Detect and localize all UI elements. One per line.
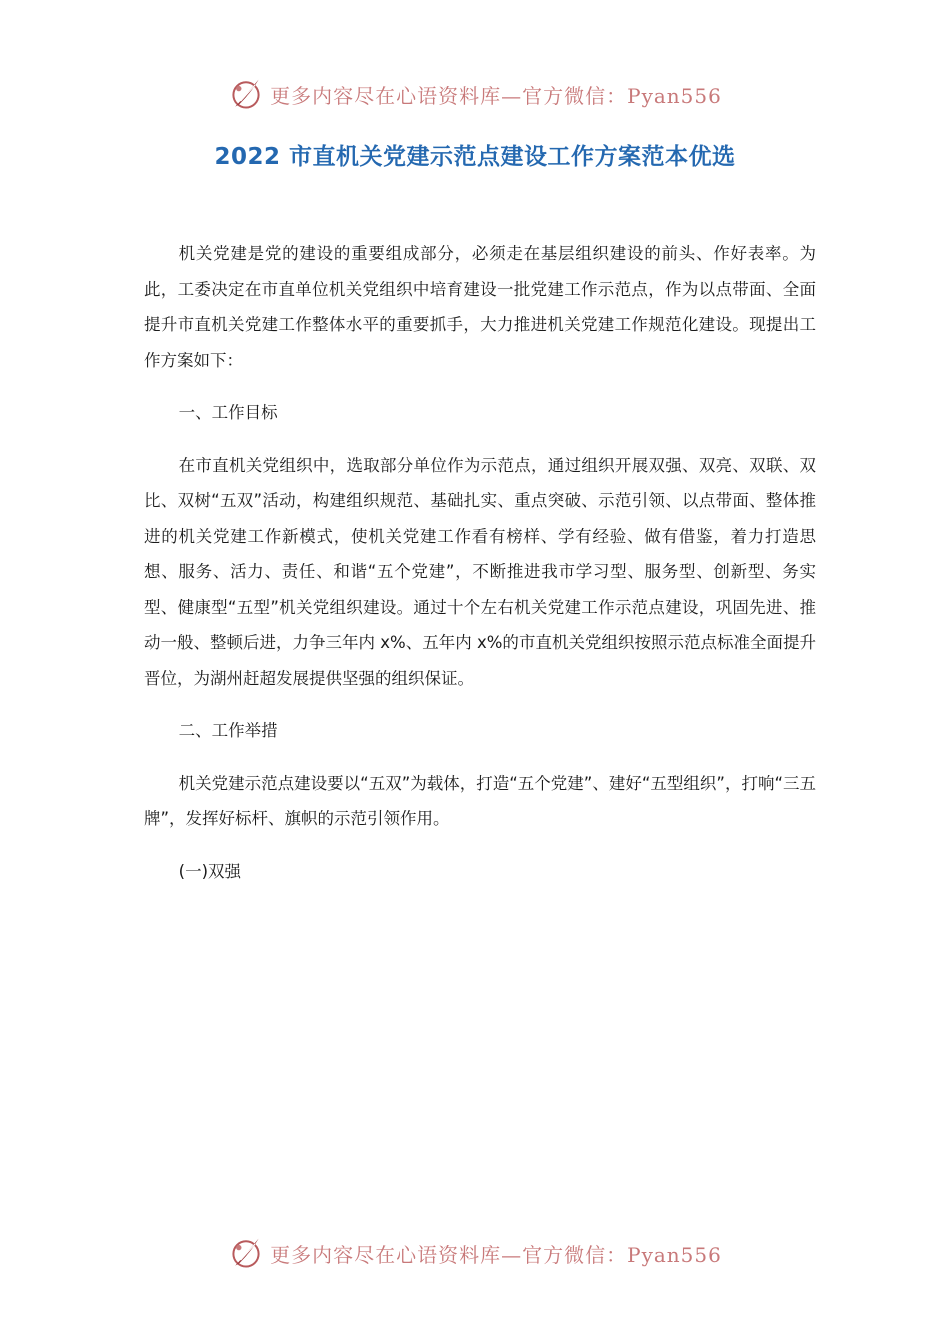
section-heading-measures: 二、工作举措	[178, 721, 278, 740]
subsection-heading-double-strong: (一)双强	[178, 861, 242, 881]
intro-paragraph: 机关党建是党的建设的重要组成部分，必须走在基层组织建设的前头、作好表率。为此，工委决定在市直单位机关党组织中培育建设一批党建工作示范点，作为以点带面、全面提升市直机关党建工作整体水平的重要抓手，大力推进机关党建工作规范化建设。现提出工作方案如下：	[144, 244, 816, 370]
feather-pen-logo-icon	[228, 76, 264, 112]
measures-paragraph: 机关党建示范点建设要以“五双”为载体，打造“五个党建”、建好“五型组织”，打响“三五牌”，发挥好标杆、旗帜的示范引领作用。	[144, 773, 816, 828]
document-body	[144, 236, 816, 906]
footer-watermark	[0, 1233, 950, 1273]
watermark-text: 更多内容尽在心语资料库—官方微信：Pyan556	[270, 1242, 722, 1267]
goals-paragraph: 在市直机关党组织中，选取部分单位作为示范点，通过组织开展双强、双亮、双联、双比、双树“五双”活动，构建组织规范、基础扎实、重点突破、示范引领、以点带面、整体推进的机关党建工作新模式，使机关党建工作看有榜样、学有经验、做有借鉴，着力打造思想、服务、活力、责任、和谐“五个党建”，不断推进我市学习型、服务型、创新型、务实型、健康型“五型”机关党组织建设。通过十个左右机关党建工作示范点建设，巩固先进、推动一般、整顿后进，力争三年内 x%、五年内 x%的市直机关党组织按照示范点标准全面提升晋位，为湖州赶超发展提供坚强的组织保证。	[144, 455, 816, 688]
watermark-text: 更多内容尽在心语资料库—官方微信：Pyan556	[270, 83, 722, 108]
header-watermark	[0, 74, 950, 114]
feather-pen-logo-icon	[228, 1235, 264, 1271]
section-heading-goals: 一、工作目标	[178, 403, 278, 422]
document-title: 2022 市直机关党建示范点建设工作方案范本优选	[214, 144, 736, 170]
